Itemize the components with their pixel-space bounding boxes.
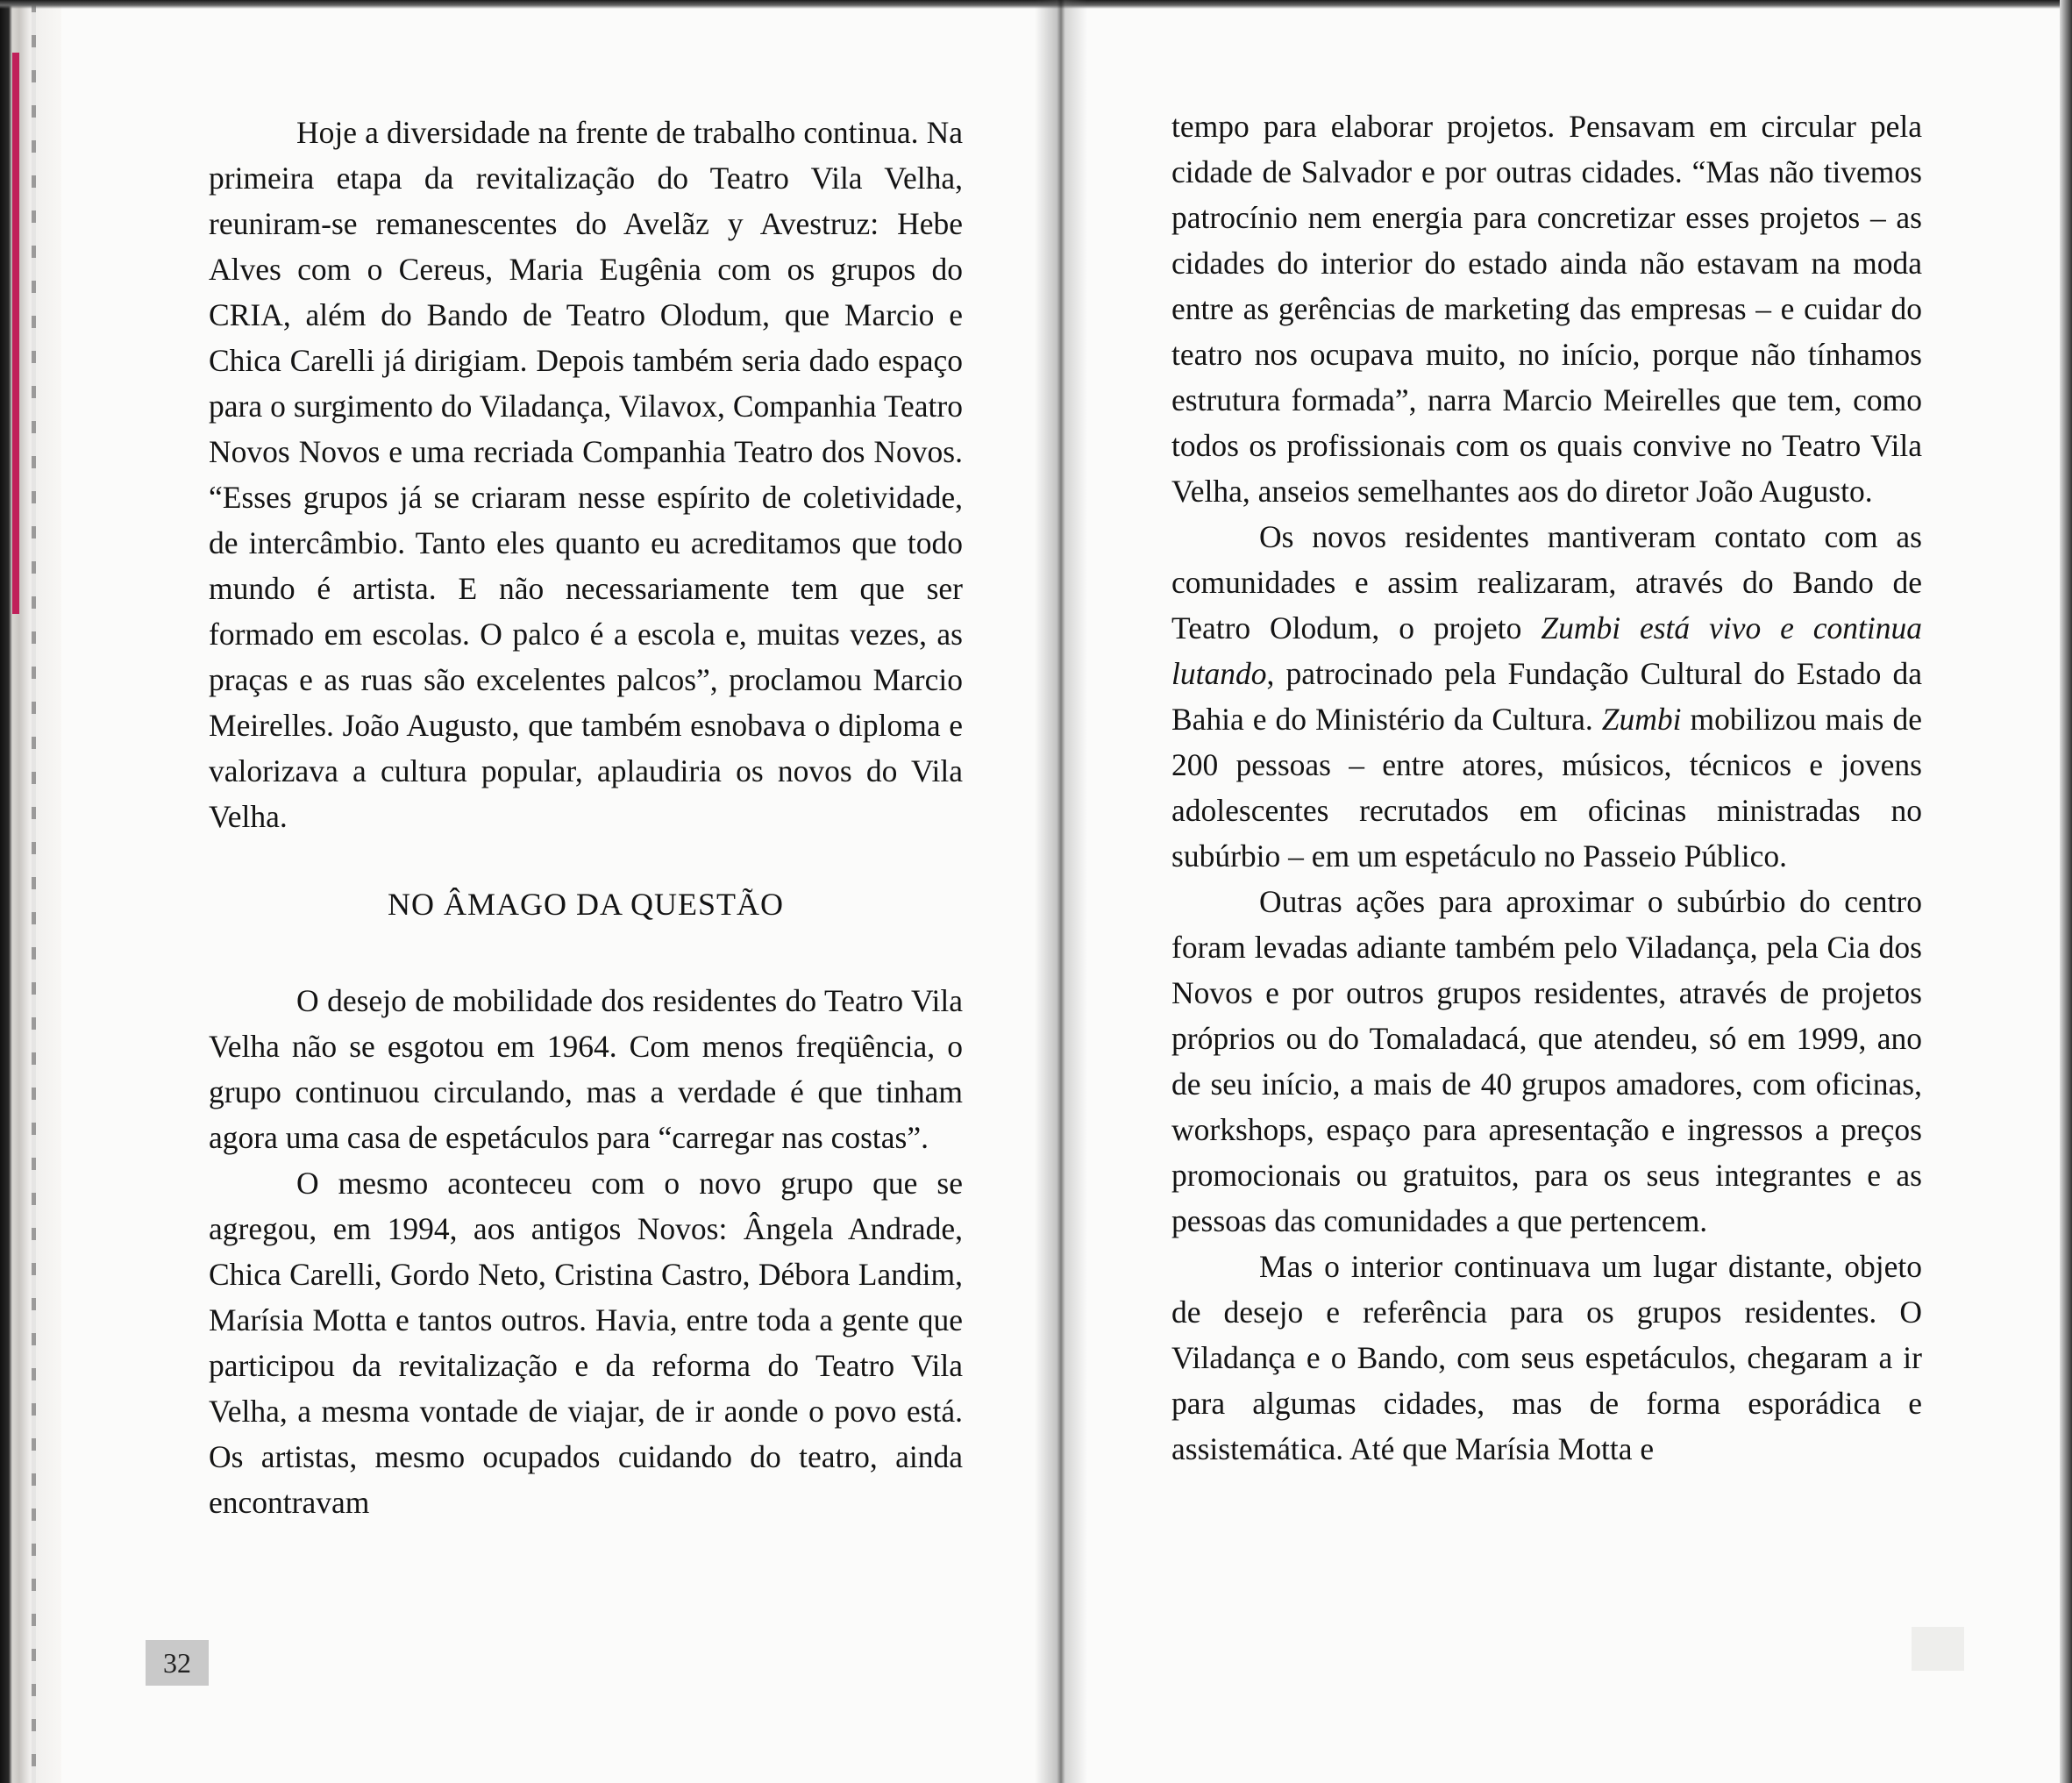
project-title-short: Zumbi (1601, 702, 1682, 737)
cover-edge-red (12, 53, 19, 614)
right-paragraph-4: Mas o interior continuava um lugar distante, objeto de desejo e referência para os grupos residentes. O Viladança e o Bando, com seus espetáculos, chegaram a ir para algumas cidades, mas de forma esporádica e assistemática. Até que Marísia Motta e (1171, 1249, 1922, 1466)
project-title: Zumbi está vivo e continua lutando (1171, 610, 1922, 691)
left-paragraph-3: O mesmo aconteceu com o novo grupo que se agregou, em 1994, aos antigos Novos: Ângela Andrade, Chica Carelli, Gordo Neto, Cristina Castro, Débora Landim, Marísia Motta e tantos outros. Havia, entre toda a gente que participou da revitalização e da reforma do Teatro Vila Velha, a mesma vontade de viajar, de ir aonde o povo está. Os artistas, mesmo ocupados cuidando do teatro, ainda encontravam (209, 1166, 963, 1520)
left-paragraph-1: Hoje a diversidade na frente de trabalho continua. Na primeira etapa da revitalização do Teatro Vila Velha, reuniram-se remanescentes do Avelãz y Avestruz: Hebe Alves com o Cereus, Maria Eugênia com os grupos do CRIA, além do Bando de Teatro Olodum, que Marcio e Chica Carelli já dirigiam. Depois também seria dado espaço para o surgimento do Viladança, Vilavox, Companhia Teatro Novos Novos e uma recriada Companhia Teatro dos Novos. “Esses grupos já se criaram nesse espírito de coletividade, de intercâmbio. Tanto eles quanto eu acreditamos que todo mundo é artista. E não necessariamente tem que ser formado em escolas. O palco é a escola e, muitas vezes, as praças e as ruas são excelentes palcos”, proclamou Marcio Meirelles. João Augusto, que também esnobava o diploma e valorizava a cultura popular, aplaudiria os novos do Vila Velha. (209, 115, 963, 834)
right-paragraph-1: tempo para elaborar projetos. Pensavam em circular pela cidade de Salvador e por outras cidades. “Mas não tivemos patrocínio nem energia para concretizar esses projetos – as cidades do interior do estado ainda não estavam na moda entre as gerências de marketing das empresas – e cuidar do teatro nos ocupava muito, no início, porque não tínhamos estrutura formada”, narra Marcio Meirelles que tem, como todos os profissionais com os quais convive no Teatro Vila Velha, anseios semelhantes aos do diretor João Augusto. (1171, 109, 1922, 509)
binding-stitch (32, 0, 36, 1783)
right-paragraph-2-part-3: mobilizou mais de 200 pessoas – entre atores, músicos, técnicos e jovens adolescentes recrutados em oficinas ministradas no subúrbio – em um espetáculo no Passeio Público. (1171, 702, 1922, 874)
right-page (1171, 103, 1922, 1472)
section-heading: NO ÂMAGO DA QUESTÃO (387, 887, 784, 922)
left-paragraph-2: O desejo de mobilidade dos residentes do Teatro Vila Velha não se esgotou em 1964. Com menos freqüência, o grupo continuou circulando, mas a verdade é que tinham agora uma casa de espetáculos para “carregar nas costas”. (209, 983, 963, 1155)
right-paragraph-2-part-1: Os novos residentes mantiveram contato com as comunidades e assim realizaram, através do Bando de Teatro Olodum, o projeto (1171, 519, 1922, 645)
page-number: 32 (146, 1640, 209, 1686)
book-binding-left (0, 0, 61, 1783)
right-paragraph-2-part-2: , patrocinado pela Fundação Cultural do Estado da Bahia e do Ministério da Cultura. (1171, 656, 1922, 737)
book-gutter (1035, 0, 1087, 1783)
left-page (209, 110, 963, 1525)
right-paragraph-3: Outras ações para aproximar o subúrbio do centro foram levadas adiante também pelo Viladança, pela Cia dos Novos e por outros grupos residentes, através de projetos próprios ou do Tomaladacá, que atendeu, só em 1999, ano de seu início, a mais de 40 grupos amadores, com oficinas, workshops, espaço para apresentação e ingressos a preços promocionais ou gratuitos, para os seus integrantes e as pessoas das comunidades a que pertencem. (1171, 884, 1922, 1238)
right-paragraph-2 (1171, 514, 1922, 879)
faded-page-number-bleed (1912, 1627, 1964, 1671)
book-binding-right (2060, 0, 2072, 1783)
